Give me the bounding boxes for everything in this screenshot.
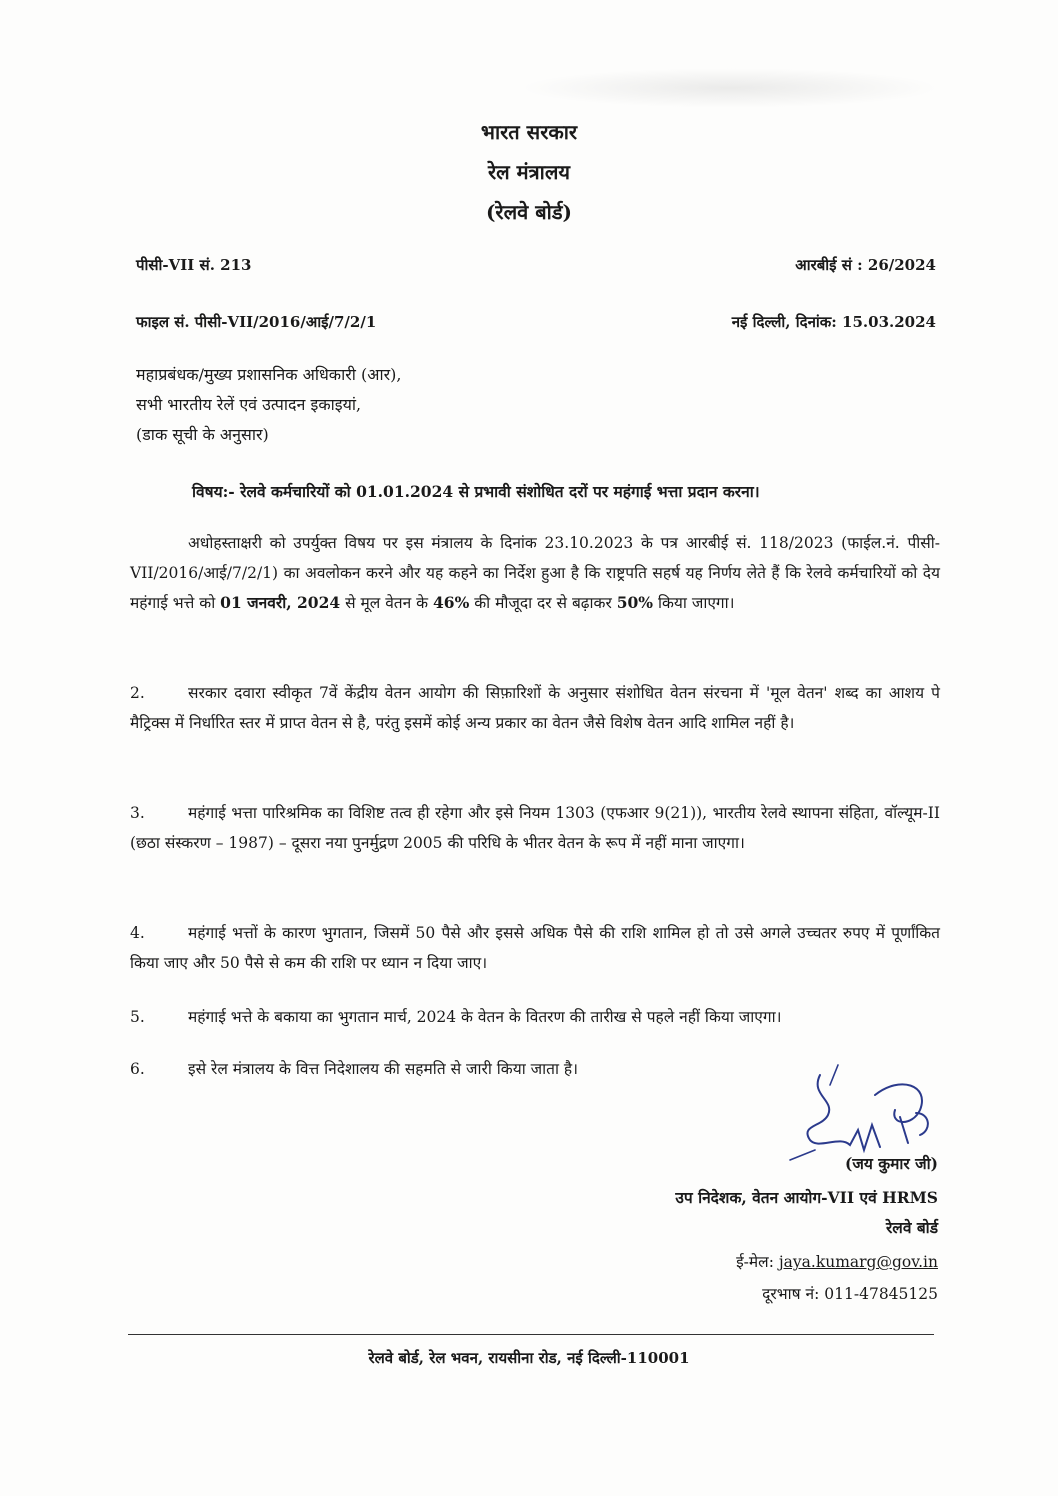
signatory-phone: दूरभाष नं: 011-47845125 xyxy=(762,1285,938,1303)
paragraph-number: 6. xyxy=(130,1060,145,1078)
email-label: ई-मेल: xyxy=(736,1253,779,1271)
scan-smudge xyxy=(520,68,940,108)
address-line-3: (डाक सूची के अनुसार) xyxy=(136,425,269,444)
addressee-block xyxy=(136,360,401,450)
subject-line: विषय:- रेलवे कर्मचारियों को 01.01.2024 से प्रभावी संशोधित दरों पर महंगाई भत्ता प्रदान करना। xyxy=(192,482,760,501)
p1-text-c: से मूल वेतन के xyxy=(340,594,434,612)
signatory-email-row xyxy=(736,1250,938,1272)
paragraph-text: महंगाई भत्ता पारिश्रमिक का विशिष्ट तत्व ही रहेगा और इसे नियम 1303 (एफआर 9(21)), भारतीय रेलवे स्थापना संहिता, वॉल्यूम-II (छठा संस्करण – 1987) – दूसरा नया पुनर्मुद्रण 2005 की परिधि के भीतर वेतन के रूप में नहीं माना जाएगा। xyxy=(130,804,940,852)
p1-new-rate: 50% xyxy=(616,593,654,612)
paragraph-text: महंगाई भत्तों के कारण भुगतान, जिसमें 50 पैसे और इससे अधिक पैसे की राशि शामिल हो तो उसे अगले उच्चतर रुपए में पूर्णांकित किया जाए और 50 पैसे से कम की राशि पर ध्यान न दिया जाए। xyxy=(130,924,940,972)
signatory-name: (जय कुमार जी) xyxy=(845,1154,938,1173)
p1-text-e: की मौजूदा दर से बढ़ाकर xyxy=(469,594,617,612)
heading-government: भारत सरकार xyxy=(480,120,578,144)
p1-old-rate: 46% xyxy=(433,593,470,612)
heading-ministry: रेल मंत्रालय xyxy=(487,160,571,184)
signatory-office: रेलवे बोर्ड xyxy=(885,1218,938,1237)
paragraph-4 xyxy=(130,918,940,978)
paragraph-number: 2. xyxy=(130,684,145,702)
address-line-2: सभी भारतीय रेलें एवं उत्पादन इकाइयां, xyxy=(136,395,362,414)
paragraph-number: 3. xyxy=(130,804,145,822)
paragraph-3 xyxy=(130,798,940,858)
footer-divider xyxy=(128,1334,934,1335)
paragraph-2 xyxy=(130,678,940,738)
footer-address: रेलवे बोर्ड, रेल भवन, रायसीना रोड, नई दिल्ली-110001 xyxy=(368,1349,690,1367)
p1-text-g: किया जाएगा। xyxy=(653,594,735,612)
p1-text-a: अधोहस्ताक्षरी को उपर्युक्त विषय पर इस मंत्रालय के दिनांक 23.10.2023 के पत्र आरबीई सं. 118/2023 (फाईल.नं. पीसी-VII/2016/आई/7/2/1) का अवलोकन करने और यह कहने का निर्देश हुआ है कि राष्ट्रपति सहर्ष यह निर्णय लेते हैं कि रेलवे कर्मचारियों को देय महंगाई भत्ते को xyxy=(130,534,940,612)
signatory-designation: उप निदेशक, वेतन आयोग-VII एवं HRMS xyxy=(675,1188,938,1207)
paragraph-5 xyxy=(130,1002,940,1032)
heading-board: (रेलवे बोर्ड) xyxy=(485,200,573,224)
email-link[interactable]: jaya.kumarg@gov.in xyxy=(778,1253,938,1271)
p1-effective-date: 01 जनवरी, 2024 xyxy=(220,593,341,612)
rbe-number: आरबीई सं : 26/2024 xyxy=(795,256,936,274)
paragraph-number: 4. xyxy=(130,924,145,942)
paragraph-text: इसे रेल मंत्रालय के वित्त निदेशालय की सहमति से जारी किया जाता है। xyxy=(188,1060,579,1078)
paragraph-number: 5. xyxy=(130,1008,145,1026)
paragraph-text: सरकार दवारा स्वीकृत 7वें केंद्रीय वेतन आयोग की सिफ़ारिशों के अनुसार संशोधित वेतन संरचना में 'मूल वेतन' शब्द का आशय पे मैट्रिक्स में निर्धारित स्तर में प्राप्त वेतन से है, परंतु इसमें कोई अन्य प्रकार का वेतन जैसे विशेष वेतन आदि शामिल नहीं है। xyxy=(130,684,940,732)
place-date: नई दिल्ली, दिनांक: 15.03.2024 xyxy=(731,313,936,331)
pc-number: पीसी-VII सं. 213 xyxy=(136,256,252,274)
paragraph-text: महंगाई भत्ते के बकाया का भुगतान मार्च, 2024 के वेतन के वितरण की तारीख से पहले नहीं किया जाएगा। xyxy=(188,1008,782,1026)
file-number: फाइल सं. पीसी-VII/2016/आई/7/2/1 xyxy=(136,313,377,331)
paragraph-1 xyxy=(130,528,940,618)
address-line-1: महाप्रबंधक/मुख्य प्रशासनिक अधिकारी (आर), xyxy=(136,365,402,384)
